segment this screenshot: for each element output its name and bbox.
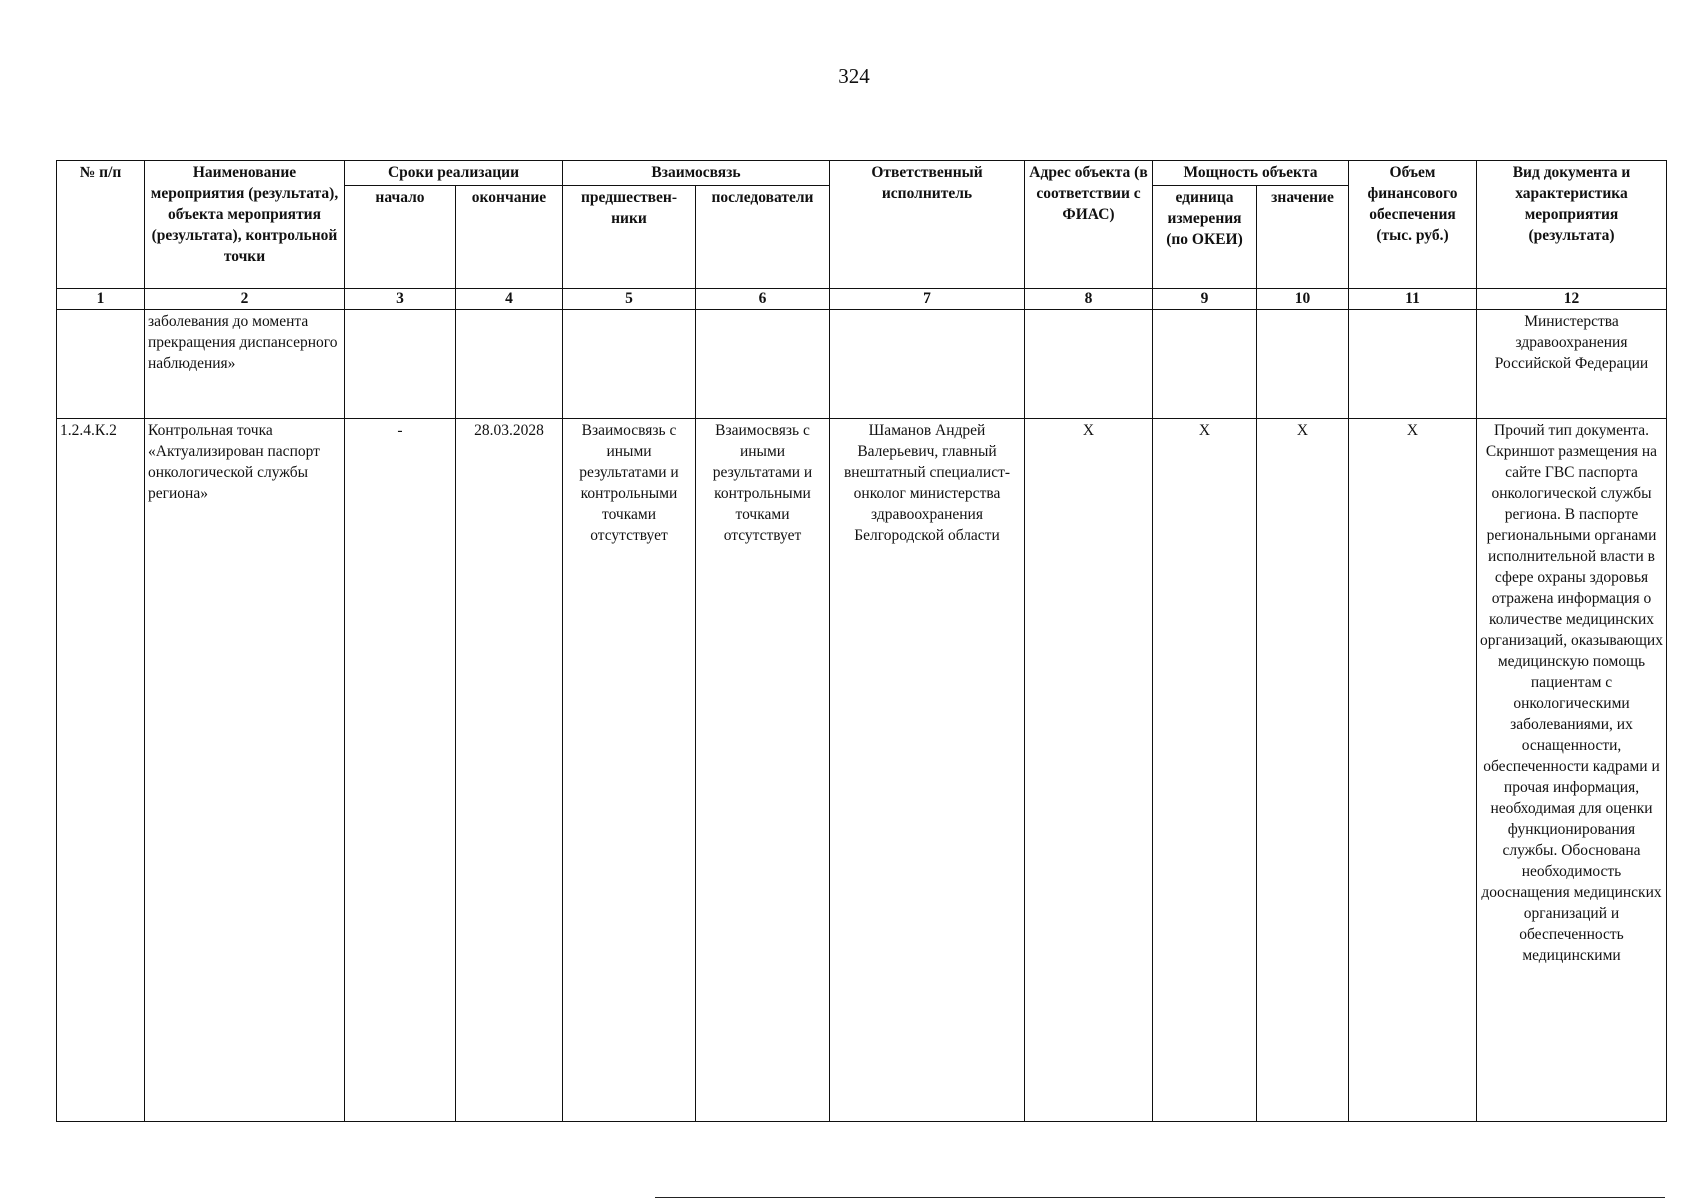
column-number: 7 <box>830 289 1025 310</box>
cell-unit <box>1153 310 1257 419</box>
cell-name: Контрольная точка «Актуализирован паспорт онкологической службы региона» <box>145 419 345 1122</box>
cell-value <box>1257 310 1349 419</box>
header-executor: Ответственный исполнитель <box>830 161 1025 289</box>
column-number: 1 <box>57 289 145 310</box>
table-row <box>57 310 1667 419</box>
cell-start <box>345 310 456 419</box>
cell-predecessors: Взаимосвязь с иными результатами и контрольными точками отсутствует <box>563 419 696 1122</box>
cell-successors <box>696 310 830 419</box>
header-row-1 <box>57 161 1667 186</box>
cell-address: X <box>1025 419 1153 1122</box>
cell-finance: X <box>1349 419 1477 1122</box>
header-value: значение <box>1257 186 1349 289</box>
header-unit: единица измерения (по ОКЕИ) <box>1153 186 1257 289</box>
header-document: Вид документа и характеристика мероприятия (результата) <box>1477 161 1667 289</box>
header-group-relation: Взаимосвязь <box>563 161 830 186</box>
column-number: 2 <box>145 289 345 310</box>
column-number: 5 <box>563 289 696 310</box>
cell-executor: Шаманов Андрей Валерьевич, главный внештатный специалист-онколог министерства здравоохранения Белгородской области <box>830 419 1025 1122</box>
cell-start: - <box>345 419 456 1122</box>
column-numbers-row <box>57 289 1667 310</box>
cell-address <box>1025 310 1153 419</box>
header-address: Адрес объекта (в соответствии с ФИАС) <box>1025 161 1153 289</box>
header-num: № п/п <box>57 161 145 289</box>
cell-end <box>456 310 563 419</box>
header-group-terms: Сроки реализации <box>345 161 563 186</box>
column-number: 6 <box>696 289 830 310</box>
cell-end: 28.03.2028 <box>456 419 563 1122</box>
header-group-capacity: Мощность объекта <box>1153 161 1349 186</box>
cell-num: 1.2.4.К.2 <box>57 419 145 1122</box>
cell-value: X <box>1257 419 1349 1122</box>
header-end: окончание <box>456 186 563 289</box>
header-finance: Объем финансового обеспечения (тыс. руб.) <box>1349 161 1477 289</box>
cell-executor <box>830 310 1025 419</box>
cell-finance <box>1349 310 1477 419</box>
header-name: Наименование мероприятия (результата), объекта мероприятия (результата), контрольной точки <box>145 161 345 289</box>
cell-num <box>57 310 145 419</box>
column-number: 12 <box>1477 289 1667 310</box>
column-number: 9 <box>1153 289 1257 310</box>
cell-successors: Взаимосвязь с иными результатами и контрольными точками отсутствует <box>696 419 830 1122</box>
page-number: 324 <box>838 64 870 88</box>
column-number: 4 <box>456 289 563 310</box>
activity-table <box>56 160 1667 1122</box>
header-predecessors: предшествен-ники <box>563 186 696 289</box>
column-number: 3 <box>345 289 456 310</box>
column-number: 10 <box>1257 289 1349 310</box>
cell-predecessors <box>563 310 696 419</box>
bottom-rule <box>655 1197 1665 1198</box>
cell-name: заболевания до момента прекращения диспансерного наблюдения» <box>145 310 345 419</box>
column-number: 11 <box>1349 289 1477 310</box>
cell-document: Прочий тип документа. Скриншот размещения на сайте ГВС паспорта онкологической службы региона. В паспорте региональными органами исполнительной власти в сфере охраны здоровья отражена информация о количестве медицинских организаций, оказывающих медицинскую помощь пациентам с онкологическими заболеваниями, их оснащенности, обеспеченности кадрами и прочая информация, необходимая для оценки функционирования службы. Обоснована необходимость дооснащения медицинских организаций и обеспеченность медицинскими <box>1477 419 1667 1122</box>
table-row <box>57 419 1667 1122</box>
column-number: 8 <box>1025 289 1153 310</box>
header-start: начало <box>345 186 456 289</box>
header-successors: последователи <box>696 186 830 289</box>
cell-unit: X <box>1153 419 1257 1122</box>
cell-document: Министерства здравоохранения Российской Федерации <box>1477 310 1667 419</box>
